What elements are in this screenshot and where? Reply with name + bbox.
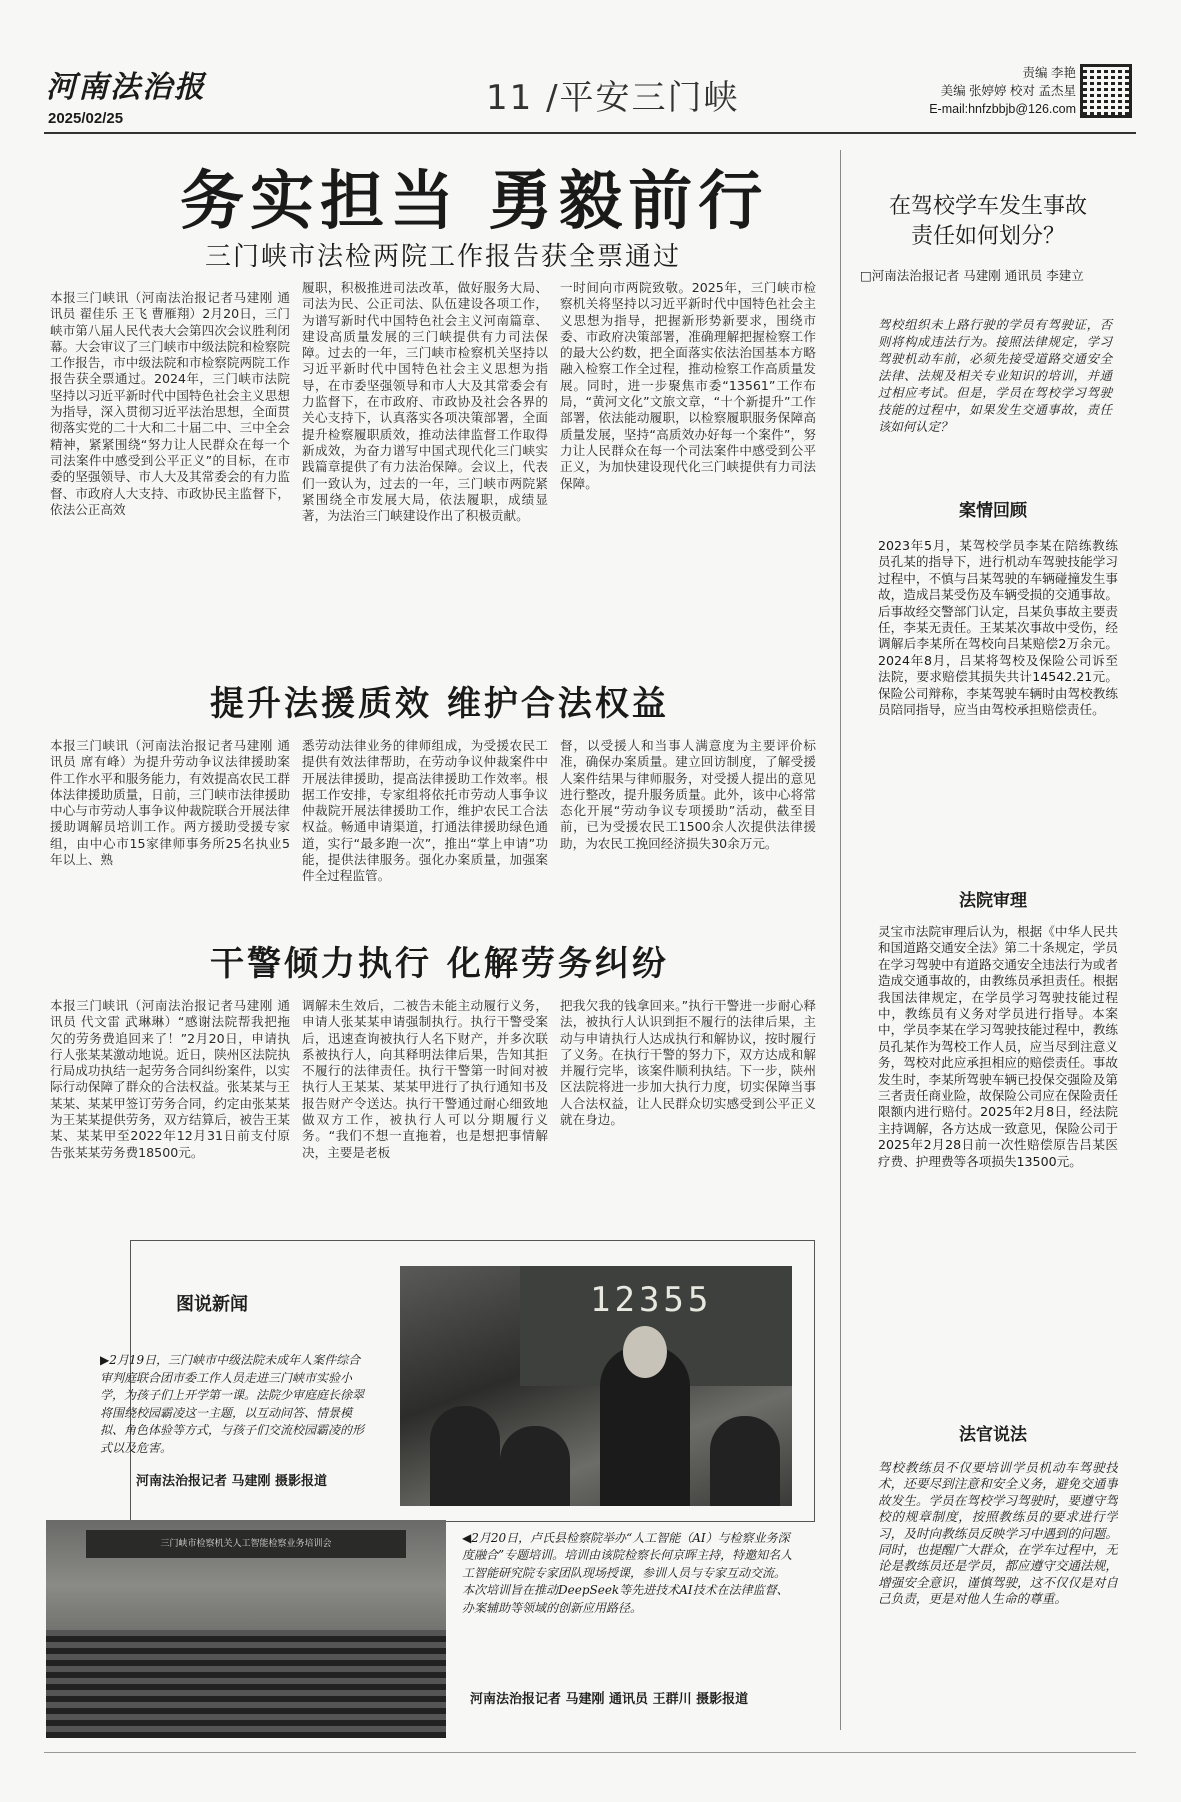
- masthead-rule: [44, 132, 1136, 134]
- student-figure: [710, 1416, 780, 1506]
- newspaper-logo: 河南法治报: [46, 70, 206, 105]
- issue-date: 2025/02/25: [48, 110, 124, 127]
- sidebar-judge-text: 驾校教练员不仅要培训学员机动车驾驶技术，还要尽到注意和安全义务，避免交通事故发生。学员在驾校学习驾驶时，要遵守驾校的规章制度，按照教练员的要求进行学习，及时向教练员反映学习中遇到的问题。同时，也提醒广大群众，在学车过程中，无论是教练员还是学员，都应遵守交通法规，增强安全意识，谨慎驾驶，这不仅仅是对自己负责，更是对他人生命的尊重。: [878, 1460, 1118, 1607]
- story1-headline: 务实担当 勇毅前行: [180, 164, 769, 239]
- photo-credit-2: 河南法治报记者 马建刚 通讯员 王群川 摄影报道: [470, 1692, 749, 1707]
- sidebar-byline: □河南法治报记者 马建刚 通讯员 李建立: [860, 268, 1084, 283]
- story3-column-2: 调解未生效后，二被告未能主动履行义务，申请人张某某申请强制执行。执行干警受案后，迅速查询被执行人名下财产，并多次联系被执行人，向其释明法律后果，告知其拒不履行的法律责任。执行干警第一时间对被执行人王某某、某某甲进行了执行通知书及报告财产令送达。执行干警通过耐心细致地做双方工作，被执行人可以分期履行义务。“我们不想一直拖着，也是想把事情解决，主要是老板: [302, 998, 548, 1160]
- page-section-title: 11 /平安三门峡: [486, 78, 740, 118]
- sidebar-section-case-review: 案情回顾: [959, 501, 1027, 521]
- sidebar-divider: [840, 150, 841, 1730]
- sidebar-section-court-trial: 法院审理: [959, 891, 1027, 911]
- footer-rule: [44, 1752, 1136, 1753]
- editors-info: [906, 64, 1076, 118]
- student-figure: [430, 1406, 500, 1506]
- sidebar-section-judge-says: 法官说法: [959, 1425, 1027, 1445]
- photo-credit-1: 河南法治报记者 马建刚 摄影报道: [136, 1474, 328, 1489]
- photo-caption-1: ▶2月19日，三门峡市中级法院未成年人案件综合审判庭联合团市委工作人员走进三门峡市实验小学，为孩子们上开学第一课。法院少审庭庭长徐翠将围绕校园霸凌这一主题，以互动问答、情景模拟、角色体验等方式，与孩子们交流校园霸凌的形式以及危害。: [100, 1353, 365, 1455]
- sidebar-trial-text: 灵宝市法院审理后认为，根据《中华人民共和国道路交通安全法》第二十条规定，学员在学习驾驶中有道路交通安全违法行为或者造成交通事故的，由教练员承担责任。根据我国法律规定，在学员学习驾驶技能过程中，教练员有义务对学员进行指导。本案中，学员李某在学习驾驶技能过程中，教练员孔某作为驾校工作人员，应当尽到注意义务，驾校对此应承担相应的赔偿责任。事故发生时，李某所驾驶车辆已投保交强险及第三者责任商业险，故保险公司应在保险责任限额内进行赔付。2025年2月8日，经法院主持调解，各方达成一致意见，保险公司于2025年2月28日前一次性赔偿原告吕某医疗费、护理费等各项损失13500元。: [878, 924, 1118, 1169]
- audience-rows: [46, 1630, 446, 1738]
- story2-headline: 提升法援质效 维护合法权益: [210, 684, 669, 724]
- story1-subheadline: 三门峡市法检两院工作报告获全票通过: [205, 242, 682, 272]
- training-meeting-photo: [46, 1520, 446, 1738]
- story1-column-2: 履职，积极推进司法改革，做好服务大局、司法为民、公正司法、队伍建设各项工作，为谱写新时代中国特色社会主义河南篇章、建设高质量发展的三门峡提供有力司法保障。过去的一年，三门峡市检察机关坚持以习近平新时代中国特色社会主义思想为指导，在市委坚强领导和市人大及其常委会有力监督下，在市政府、市政协及社会各界的关心支持下，认真落实各项决策部署，全面提升检察履职质效，推动法律监督工作取得新成效，为奋力谱写中国式现代化三门峡实践篇章提供了有力法治保障。会议上，代表们一致认为，过去的一年，三门峡市两院紧紧围绕全市发展大局，依法履职，成绩显著，为法治三门峡建设作出了积极贡献。: [302, 280, 548, 524]
- sidebar-headline: [868, 192, 1108, 252]
- photo-caption-2: ◀2月20日，卢氏县检察院举办“人工智能（AI）与检察业务深度融合”专题培训。培训由该院检察长何京晖主持，特邀知名人工智能研究院专家团队现场授课，参训人员与专家互动交流。本次培训旨在推动DeepSeek等先进技术AI技术在法律监督、办案辅助等领域的创新应用路径。: [462, 1531, 793, 1615]
- teacher-face: [623, 1326, 667, 1378]
- designer-line: 美编 张婷婷 校对 孟杰星: [940, 84, 1076, 98]
- editor-line: 责编 李艳: [1022, 66, 1076, 80]
- story3-column-3: 把我欠我的钱拿回来。”执行干警进一步耐心释法，被执行人认识到拒不履行的法律后果，主动与申请执行人达成执行和解协议，按时履行了义务。在执行干警的努力下，双方达成和解并履行完毕，该案件顺利执结。下一步，陕州区法院将进一步加大执行力度，切实保障当事人合法权益，让人民群众切实感受到公平正义就在身边。: [560, 998, 816, 1128]
- story2-column-3: 督，以受援人和当事人满意度为主要评价标准，确保办案质量。建立回访制度，了解受援人案件结果与律师服务，对受援人提出的意见进行整改，提升服务质量。此外，该中心将常态化开展“劳动争议专项援助”活动，截至目前，已为受援农民工1500余人次提供法律援助，为农民工挽回经济损失30余万元。: [560, 738, 816, 851]
- story3-headline: 干警倾力执行 化解劳务纠纷: [210, 944, 669, 984]
- sidebar-headline-text: 在驾校学车发生事故 责任如何划分？: [888, 194, 1087, 249]
- story1-column-1: 本报三门峡讯（河南法治报记者马建刚 通讯员 翟佳乐 王飞 曹雁翔）2月20日，三门峡市第八届人民代表大会第四次会议胜利闭幕。大会审议了三门峡市中级法院和检察院工作报告，市中级法院和市检察院两院工作报告获全票通过。2024年，三门峡市法院坚持以习近平新时代中国特色社会主义思想为指导，深入贯彻习近平法治思想，全面贯彻落实党的二十大和二十届二中、三中全会精神，紧紧围绕“努力让人民群众在每一个司法案件中感受到公平正义”的目标，在市委的坚强领导、市人大及其常委会的有力监督、市政府人大支持、市政协民主监督下，依法公正高效: [50, 290, 290, 517]
- story2-column-1: 本报三门峡讯（河南法治报记者马建刚 通讯员 席有峰）为提升劳动争议法律援助案件工作水平和服务能力，有效提高农民工群体法律援助质量，日前，三门峡市法律援助中心与市劳动人事争议仲裁院联合开展法律援助调解员培训工作。两方援助受援专家组，由中心市15家律师事务所25名执业5年以上、熟: [50, 738, 290, 868]
- sidebar-intro: 驾校组织未上路行驶的学员有驾驶证，否则将构成违法行为。接照法律规定，学习驾驶机动车前，必须先接受道路交通安全法律、法规及相关专业知识的培训，并通过相应考试。但是，学员在驾校学习驾驶技能的过程中，如果发生交通事故，责任该如何认定？: [878, 317, 1112, 434]
- photo-news-label: 图说新闻: [176, 1294, 248, 1315]
- qr-code-icon: [1080, 64, 1132, 118]
- story2-column-2: 悉劳动法律业务的律师组成，为受援农民工提供有效法律帮助，在劳动争议仲裁案件中开展法律援助，提高法律援助工作效率。根据工作安排，专家组将依托市劳动人事争议仲裁院开展法律援助工作，维护农民工合法权益。畅通申请渠道，打通法律援助绿色通道，实行“最多跑一次”，推出“掌上申请”功能，提供法律服务。强化办案质量，加强案件全过程监管。: [302, 738, 548, 884]
- classroom-photo: [400, 1266, 792, 1506]
- email-line: E-mail:hnfzbbjb@126.com: [929, 102, 1076, 116]
- sidebar-case-text: 2023年5月，某驾校学员李某在陪练教练员孔某的指导下，进行机动车驾驶技能学习过程中，不慎与吕某驾驶的车辆碰撞发生事故，造成吕某受伤及车辆受损的交通事故。后事故经交警部门认定，吕某负事故主要责任，李某无责任。王某某次事故中受伤，经调解后李某所在驾校向吕某赔偿2万余元。2024年8月，吕某将驾校及保险公司诉至法院，要求赔偿其损失共计14542.21元。保险公司辩称，李某驾驶车辆时由驾校教练员陪同指导，应当由驾校承担赔偿责任。: [878, 538, 1118, 718]
- story3-column-1: 本报三门峡讯（河南法治报记者马建刚 通讯员 代文雷 武琳琳）“感谢法院帮我把拖欠的劳务费追回来了！”2月20日，申请执行人张某某激动地说。近日，陕州区法院执行局成功执结一起劳务合同纠纷案件，以实际行动保障了群众的合法权益。张某某与王某某、某某甲签订劳务合同，约定由张某某为王某某提供劳务，双方结算后，被告王某某、某某甲至2022年12月31日前支付原告张某某劳务费18500元。: [50, 998, 290, 1160]
- story1-column-3: 一时间向市两院致敬。2025年，三门峡市检察机关将坚持以习近平新时代中国特色社会主义思想为指导，把握新形势新要求，围绕市委、市政府决策部署，准确理解把握检察工作的最大公约数，把全面落实依法治国基本方略融入检察工作全过程，推动检察工作高质量发展。同时，进一步聚焦市委“13561”工作布局，“黄河文化”文旅文章，“十个新提升”工作部署，依法能动履职，以检察履职服务保障高质量发展，坚持“高质效办好每一个案件”，努力让人民群众在每一个司法案件中感受到公平正义，为加快建设现代化三门峡提供有力司法保障。: [560, 280, 816, 491]
- student-figure: [500, 1426, 570, 1506]
- meeting-banner: 三门峡市检察机关人工智能检察业务培训会: [86, 1530, 406, 1558]
- blackboard-text: 12355: [590, 1280, 713, 1320]
